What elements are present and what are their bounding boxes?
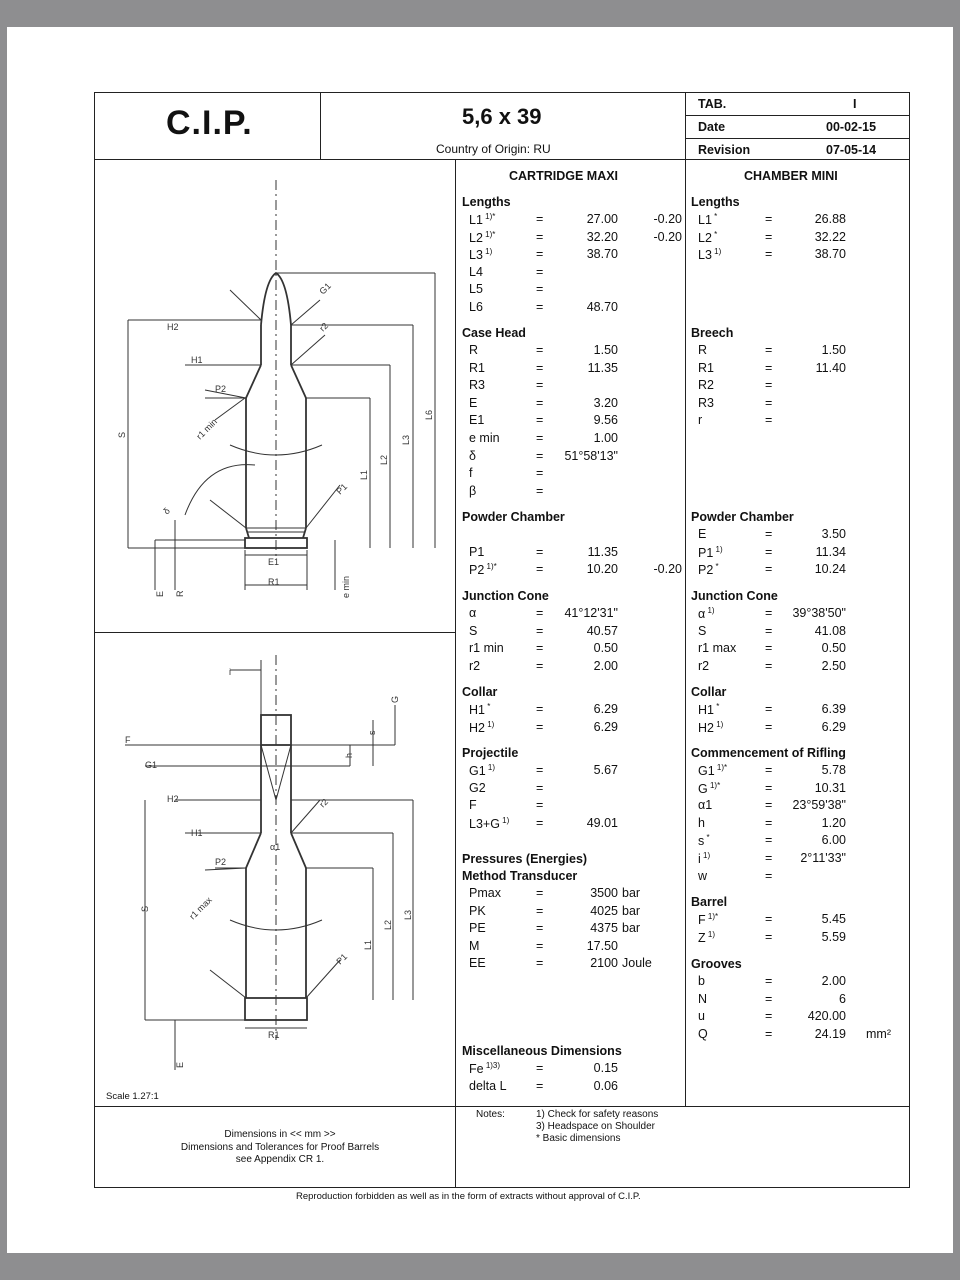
cartridge-row-value: 5.67 [593,763,618,777]
chamber-row-equals: = [765,833,773,848]
note-2: 3) Headspace on Shoulder [536,1121,655,1132]
label-G: G [390,695,400,703]
chamber-row-equals: = [765,378,773,393]
pressure-value: 4025 [590,903,618,918]
cartridge-row-equals: = [536,343,544,357]
cartridge-row-equals: = [536,606,544,620]
caliber-title: 5,6 x 39 [462,104,542,129]
cartridge-row-value: 1.50 [593,343,618,357]
cartridge-row-value: 48.70 [586,300,618,314]
chamber-row-equals: = [765,991,773,1006]
chamber-row-equals: = [765,641,773,656]
label-h: h [344,752,354,758]
chamber-row-equals: = [765,247,773,262]
pressure-value: 2100 [590,956,618,971]
label-P1-lower: P1 [334,951,350,967]
cartridge-section-title: Powder Chamber [462,510,565,524]
cartridge-row-value: 6.29 [593,702,618,716]
label-E-lower: E [175,1061,185,1068]
cartridge-row-equals: = [536,562,544,577]
misc-title: Miscellaneous Dimensions [462,1044,622,1058]
chamber-row-value: 10.31 [814,780,846,795]
chamber-row-value: 38.70 [814,247,846,262]
pressure-label: Pmax [469,886,501,900]
cartridge-row-value: 51°58'13" [564,448,618,463]
dimensions-note-line-3: see Appendix CR 1. [235,1154,325,1165]
label-G1: G1 [317,280,333,297]
cartridge-row-equals: = [536,300,544,314]
label-L3: L3 [401,434,411,445]
label-E: E [155,590,165,597]
cartridge-row-equals: = [536,641,544,656]
cartridge-row-equals: = [536,413,544,428]
cartridge-row-equals: = [536,431,544,445]
cartridge-row-tolerance: -0.20 [653,229,682,244]
pressure-label: PE [469,921,486,936]
chamber-row-equals: = [765,623,773,638]
chamber-row-equals: = [765,815,773,830]
cartridge-row-value: 40.57 [586,623,618,638]
chamber-row-equals: = [765,763,773,777]
pressure-value: 17.50 [586,938,618,953]
chamber-row-value: 6 [839,991,846,1006]
method-title: Method Transducer [462,869,578,883]
chamber-row-equals: = [765,974,773,988]
tab-label: TAB. [698,97,727,111]
tab-row-line [685,115,910,116]
label-alpha1: α1 [270,842,281,852]
chamber-row-value: 1.20 [821,815,846,830]
chamber-section-title: Grooves [691,957,742,971]
reproduction-notice: Reproduction forbidden as well as in the form of extracts without approval of C.I.P. [296,1191,641,1202]
upper-cartridge-drawing [117,180,435,598]
cartridge-row-equals: = [536,658,544,673]
cartridge-row-equals: = [536,702,544,716]
chamber-row-equals: = [765,798,773,813]
chamber-row-equals: = [765,719,773,734]
cartridge-row-equals: = [536,623,544,638]
pressure-unit: bar [622,921,641,936]
cartridge-row-value: 11.35 [587,360,618,375]
pressure-equals: = [536,886,544,900]
label-R1: R1 [268,577,280,587]
chamber-row-value: 10.24 [814,562,846,577]
chamber-row-equals: = [765,658,773,673]
chamber-row-equals: = [765,413,773,428]
cartridge-section-title: Lengths [462,195,511,209]
chamber-row-equals: = [765,780,773,795]
label-r1-max: r1 max [187,894,214,922]
label-L2: L2 [379,454,389,465]
cartridge-row-value: 1.00 [593,431,618,445]
label-E1: E1 [268,557,280,567]
notes-list [536,1109,658,1145]
pressure-value: 4375 [590,921,618,936]
label-R: R [175,590,185,597]
pressure-label: M [469,938,480,953]
chamber-row-equals: = [765,544,773,559]
cip-logo: C.I.P. [166,104,253,142]
chamber-row-equals: = [765,912,773,926]
label-R1-lower: R1 [268,1030,280,1040]
chamber-row-equals: = [765,229,773,244]
cartridge-row-equals: = [536,264,544,279]
label-delta: δ [161,505,172,517]
cartridge-row-equals: = [536,247,544,262]
misc-value: 0.15 [593,1061,618,1075]
cartridge-row-equals: = [536,229,544,244]
dimensions-note-line-1: Dimensions in << mm >> [224,1129,336,1140]
cartridge-row-value: 27.00 [586,212,618,226]
label-L3-lower: L3 [403,909,413,920]
label-G1-lower: G1 [145,760,158,770]
cartridge-row-equals: = [536,395,544,410]
cartridge-row-value: 32.20 [586,229,618,244]
pressure-equals: = [536,921,544,936]
chamber-row-value: 6.29 [821,719,846,734]
chamber-row-value: 32.22 [814,229,846,244]
cartridge-row-value: 9.56 [593,413,618,428]
chamber-row-value: 26.88 [814,212,846,226]
misc-equals: = [536,1061,544,1075]
country-of-origin: Country of Origin: RU [436,142,551,156]
notes-label: Notes: [476,1109,505,1120]
chamber-section-title: Collar [691,685,727,699]
chamber-row-equals: = [765,395,773,410]
note-3: * Basic dimensions [536,1133,621,1144]
label-H2: H2 [167,322,179,332]
cartridge-row-equals: = [536,815,544,830]
chamber-row-value: 24.19 [814,1026,846,1041]
label-L1: L1 [359,469,369,480]
chamber-row-equals: = [765,702,773,716]
chamber-row-value: 2°11'33" [800,851,846,865]
pressure-label: EE [469,956,486,971]
chamber-row-equals: = [765,212,773,226]
label-i: i [229,667,231,677]
dimensions-note [140,1129,420,1167]
cartridge-row-tolerance: -0.20 [653,212,682,226]
label-S: S [117,431,127,438]
cartridge-row-value: 11.35 [587,544,618,559]
cartridge-row-equals: = [536,282,544,297]
misc-value: 0.06 [593,1078,618,1093]
cartridge-maxi-title: CARTRIDGE MAXI [509,169,619,183]
cartridge-row-value: 49.01 [586,815,618,830]
pressure-equals: = [536,938,544,953]
chamber-row-equals: = [765,360,773,375]
footer-top-line [94,1106,910,1107]
scale-label: Scale 1.27:1 [106,1091,159,1102]
cartridge-row-equals: = [536,483,544,498]
label-P1: P1 [334,481,350,497]
chamber-section-title: Lengths [691,195,740,209]
label-r1-min: r1 min [194,416,220,442]
chamber-row-value: 39°38'50" [792,606,846,620]
chamber-row-value: 2.50 [821,658,846,673]
pressure-unit: bar [622,886,641,900]
label-H1: H1 [191,355,203,365]
label-L1-lower: L1 [363,939,373,950]
cartridge-row-value: 2.00 [593,658,618,673]
chamber-section-title: Junction Cone [691,589,778,603]
cartridge-row-equals: = [536,763,544,777]
chamber-row-equals: = [765,606,773,620]
pressure-equals: = [536,956,544,971]
lower-chamber-drawing [125,655,413,1070]
cartridge-section-title: Junction Cone [462,589,549,603]
cartridge-row-equals: = [536,544,544,559]
chamber-row-equals: = [765,562,773,577]
label-H2-lower: H2 [167,794,179,804]
chamber-row-value: 3.50 [821,527,846,541]
chamber-row-equals: = [765,929,773,944]
header-divider-1 [320,92,321,159]
cartridge-row-value: 38.70 [586,247,618,262]
cartridge-row-value: 10.20 [586,562,618,577]
pressure-value: 3500 [590,886,618,900]
label-P2: P2 [215,384,227,394]
chamber-row-value: 2.00 [821,974,846,988]
chamber-row-value: 5.59 [821,929,846,944]
cartridge-row-equals: = [536,378,544,393]
pressures-title: Pressures (Energies) [462,852,588,866]
revision-value: 07-05-14 [826,143,877,157]
cartridge-section-title: Projectile [462,746,519,760]
chamber-section-title: Powder Chamber [691,510,794,524]
chamber-row-unit: mm² [866,1026,891,1041]
chamber-row-value: 5.45 [821,912,846,926]
revision-label: Revision [698,143,751,157]
cartridge-row-value: 3.20 [593,395,618,410]
label-r2: r2 [317,320,331,334]
label-S-lower: S [140,905,150,912]
cartridge-row-value: 6.29 [593,719,618,734]
label-L6: L6 [424,409,434,420]
cartridge-row-equals: = [536,780,544,795]
chamber-row-equals: = [765,851,773,865]
pressure-unit: bar [622,903,641,918]
label-e-min: e min [341,575,351,598]
dimensions-note-line-2: Dimensions and Tolerances for Proof Barrels [180,1141,380,1153]
chamber-section-title: Commencement of Rifling [691,746,846,760]
chamber-row-equals: = [765,343,773,357]
chamber-row-value: 5.78 [821,763,846,777]
label-r2-lower: r2 [317,796,331,810]
cartridge-row-equals: = [536,719,544,734]
note-1: 1) Check for safety reasons [536,1109,659,1120]
cartridge-section-title: Collar [462,685,498,699]
cartridge-row-equals: = [536,466,544,481]
cartridge-row-equals: = [536,212,544,226]
label-H1-lower: H1 [191,828,203,838]
cartridge-row-equals: = [536,798,544,813]
chamber-row-value: 11.40 [815,360,846,375]
chamber-row-value: 0.50 [821,641,846,656]
chamber-row-equals: = [765,1026,773,1041]
chamber-row-equals: = [765,1009,773,1024]
chamber-row-equals: = [765,868,773,883]
chamber-row-value: 6.39 [821,702,846,716]
cartridge-row-value: 0.50 [593,641,618,656]
cartridge-section-title: Case Head [462,326,526,340]
pressure-label: PK [469,903,486,918]
chamber-row-value: 23°59'38" [792,798,846,813]
date-row-line [685,138,910,139]
cartridge-row-equals: = [536,448,544,463]
chamber-row-value: 1.50 [821,343,846,357]
misc-equals: = [536,1078,544,1093]
date-label: Date [698,120,726,134]
chamber-section-title: Breech [691,326,734,340]
tab-value: I [853,97,857,111]
cartridge-row-tolerance: -0.20 [653,562,682,577]
pressure-unit: Joule [622,956,652,971]
chamber-row-value: 420.00 [807,1009,846,1024]
pressure-equals: = [536,903,544,918]
chamber-row-value: 11.34 [815,544,846,559]
label-F: F [125,735,131,745]
date-value: 00-02-15 [826,120,877,134]
chamber-row-equals: = [765,527,773,541]
label-P2-lower: P2 [215,857,227,867]
cartridge-row-equals: = [536,360,544,375]
header-divider-2 [685,92,686,1106]
label-s: s [367,730,377,735]
chamber-row-value: 6.00 [821,833,846,848]
chamber-mini-title: CHAMBER MINI [744,169,838,183]
chamber-row-value: 41.08 [814,623,846,638]
chamber-section-title: Barrel [691,895,728,909]
label-L2-lower: L2 [383,919,393,930]
cartridge-row-value: 41°12'31" [564,606,618,620]
technical-drawing [95,160,456,1105]
